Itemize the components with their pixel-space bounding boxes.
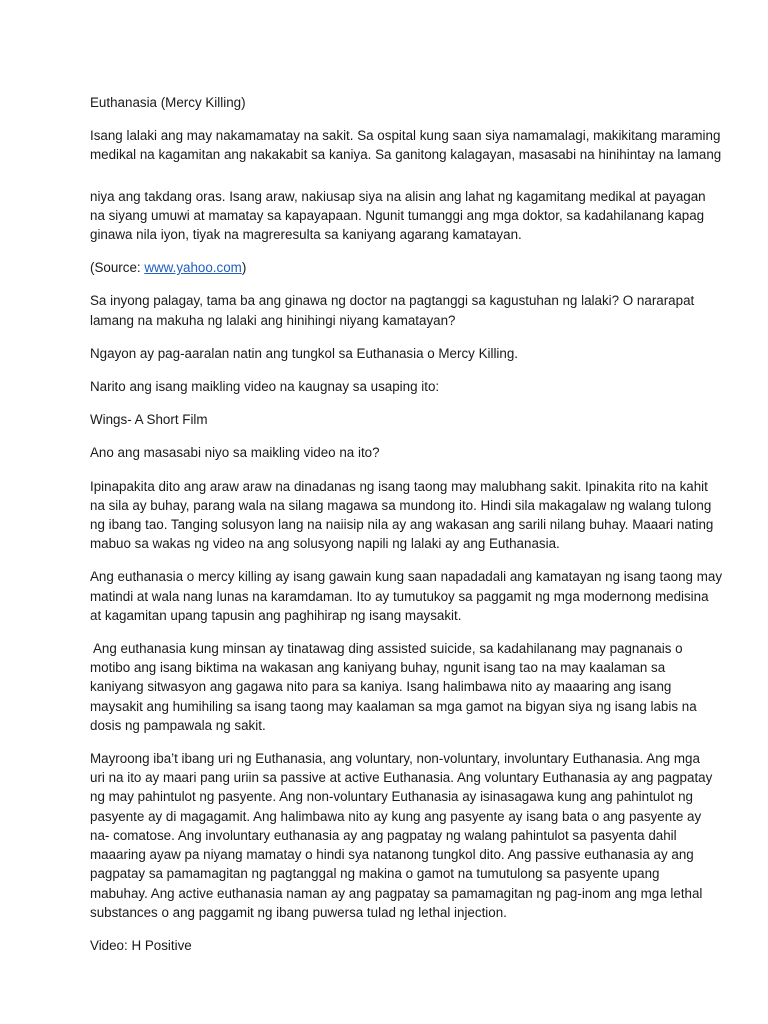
text-line: ginawa nila iyon, tiyak na magreresulta sa kaniyang agarang kamatayan. (90, 227, 522, 243)
document-title: Euthanasia (Mercy Killing) (90, 95, 246, 110)
assisted-suicide-paragraph (90, 639, 708, 735)
source-suffix: ) (241, 260, 247, 276)
text-line: at kagamitan upang tapusin ang paghihirap ng isang maysakit. (90, 607, 462, 623)
text-line: substances o ang paggamit ng ibang puwersa tulad ng lethal injection. (90, 904, 507, 920)
text-line: niya ang takdang oras. Isang araw, nakiusap siya na alisin ang lahat ng kagamitang medikal at payagan (90, 188, 706, 204)
text-line: pagpatay sa pamamagitan ng pagtanggal ng makina o gamot na tumutulong sa pasyente upang (90, 866, 660, 882)
text-line: uri na ito ay maari pang uriin sa passive at active Euthanasia. Ang voluntary Euthanasia ay ang pagpatay (90, 770, 713, 786)
text-line: mabuhay. Ang active euthanasia naman ay ang pagpatay sa pamamagitan ng pag-inom ang mga lethal (90, 885, 703, 901)
text-line: motibo ang isang biktima na wakasan ang kaniyang buhay, ngunit isang tao na may kaalaman sa (90, 660, 666, 676)
text-line: kaniyang sitwasyon ang gagawa nito para sa kaniya. Isang halimbawa nito ay maaaring ang isang (90, 679, 672, 695)
source-line (90, 258, 708, 277)
text-line: na- comatose. Ang involuntary euthanasia ay ang pagpatay ng walang pahintulot sa pasyenta dahil (90, 827, 677, 843)
text-line: Isang lalaki ang may nakamamatay na sakit. Sa ospital kung saan siya namamalagi, makikitang maraming (90, 128, 721, 144)
question-paragraph (90, 291, 708, 329)
definition-paragraph (90, 567, 723, 625)
video-title: Wings- A Short Film (90, 412, 208, 428)
text-line: Sa inyong palagay, tama ba ang ginawa ng doctor na pagtanggi sa kagustuhan ng lalaki? O nararapat (90, 293, 695, 309)
text-line: na sila ay buhay, parang wala na silang magawa sa mundong ito. Hindi sila makagalaw ng walang tulong (90, 497, 712, 513)
text-line: Ang euthanasia kung minsan ay tinatawag ding assisted suicide, sa kadahilanang may pagnanais o (90, 641, 683, 657)
video-question: Ano ang masasabi niyo sa maikling video na ito? (90, 445, 380, 461)
text-line: pasyente ay di magagamit. Ang halimbawa nito ay kung ang pasyente ay isang bata o ang pasyente ay (90, 808, 702, 824)
text-line: ng ibang tao. Tanging solusyon lang na naiisip nila ay ang wakasan ang sarili nilang buhay. Maaari nating (90, 517, 714, 533)
text-line: Ang euthanasia o mercy killing ay isang gawain kung saan napadadali ang kamatayan ng isang taong may (90, 569, 723, 585)
text-line: maysakit ang humihiling sa isang taong may kaalaman sa mga gamot na bigyan siya ng isang labis na (90, 698, 697, 714)
study-intro: Ngayon ay pag-aaralan natin ang tungkol sa Euthanasia o Mercy Killing. (90, 345, 519, 361)
source-link[interactable]: www.yahoo.com (144, 260, 242, 276)
types-paragraph (90, 749, 713, 922)
text-line: maaaring ayaw pa niyang mamatay o hindi sya natanong tungkol dito. Ang passive euthanasia ay ang (90, 847, 694, 863)
source-prefix: (Source: (90, 260, 145, 276)
text-line: Ipinapakita dito ang araw araw na dinadanas ng isang taong may malubhang sakit. Ipinakita rito na kahit (90, 478, 708, 494)
text-line: matindi at wala nang lunas na karamdaman. Ito ay tumutukoy sa paggamit ng mga modernong medisina (90, 588, 709, 604)
video-summary-paragraph (90, 477, 714, 554)
text-line: ng may pahintulot ng pasyente. Ang non-voluntary Euthanasia ay isinasagawa kung ang pahintulot ng (90, 789, 694, 805)
text-line: mabuo sa wakas ng video na ang solusyong napili ng lalaki ay ang Euthanasia. (90, 536, 560, 552)
text-line: lamang na makuha ng lalaki ang hinihingi niyang kamatayan? (90, 312, 456, 328)
text-line: dosis ng pampawala ng sakit. (90, 717, 266, 733)
closing-video-line: Video: H Positive (90, 937, 192, 953)
intro-paragraph-2 (90, 187, 708, 245)
text-line: na siyang umuwi at mamatay sa kapayapaan. Ngunit tumanggi ang mga doktor, sa kadahilanang kapag (90, 207, 705, 223)
text-line: medikal na kagamitan ang nakakabit sa kaniya. Sa ganitong kalagayan, masasabi na hinihintay na lamang (90, 147, 722, 163)
video-intro: Narito ang isang maikling video na kaugnay sa usaping ito: (90, 379, 440, 395)
text-line: Mayroong iba’t ibang uri ng Euthanasia, ang voluntary, non-voluntary, involuntary Euthanasia. Ang mga (90, 751, 700, 767)
intro-paragraph-1 (90, 126, 722, 164)
